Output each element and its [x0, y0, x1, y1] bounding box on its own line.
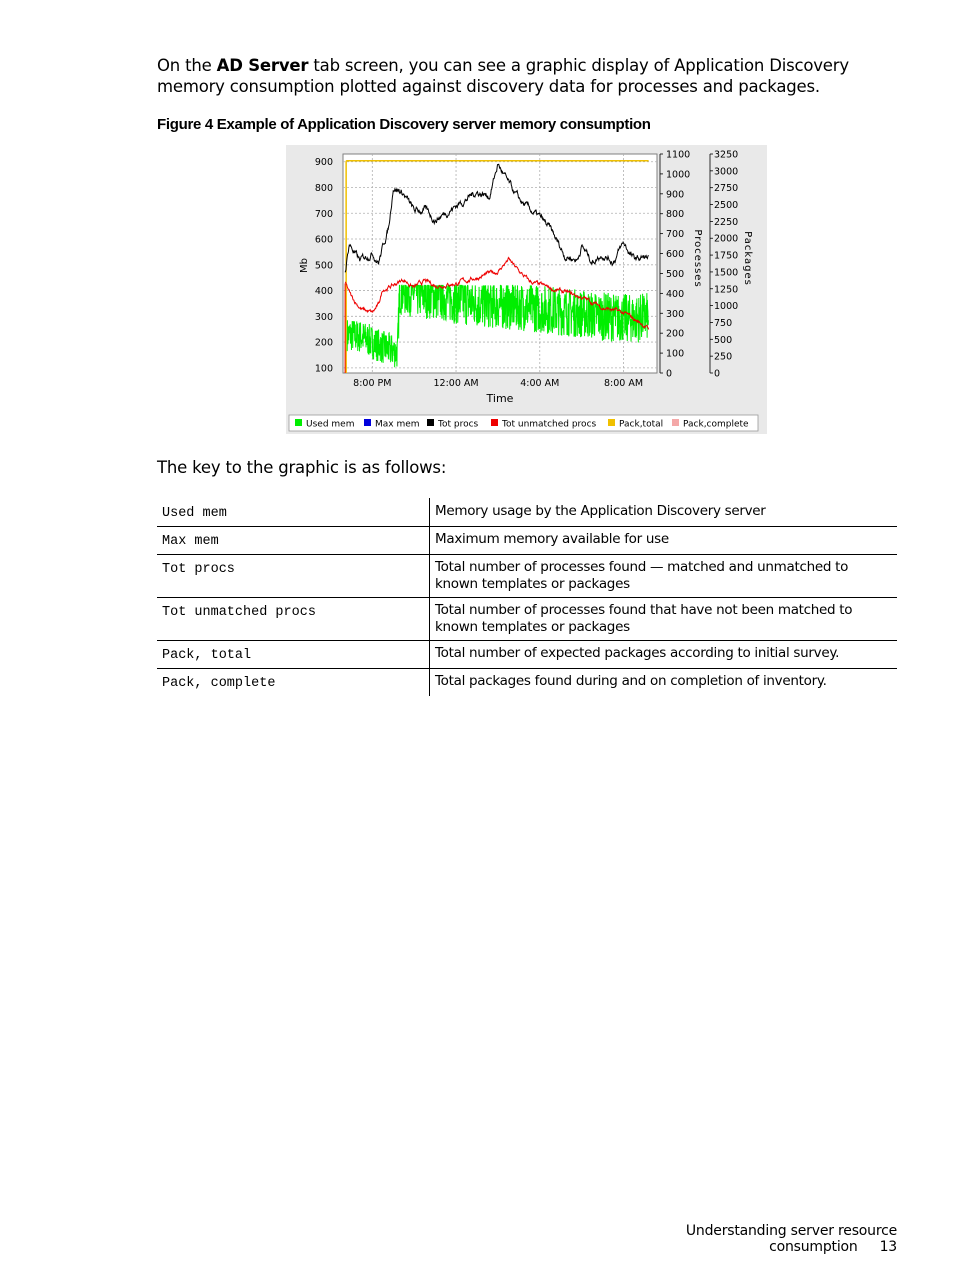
y-tick-label-packages: 0 — [714, 368, 721, 380]
y-tick-label-mb: 900 — [314, 157, 333, 169]
table-row — [157, 498, 897, 527]
x-tick-label: 8:00 AM — [603, 378, 644, 389]
legend-entry-pack-complete: Pack,complete — [683, 419, 749, 430]
memory-chart — [286, 145, 767, 434]
intro-bold-term: AD Server — [216, 56, 309, 75]
table-row — [157, 527, 897, 555]
page-footer — [560, 1223, 897, 1255]
key-description: Total number of processes found that have not been matched to known templates or packages — [430, 598, 898, 641]
x-tick-label: 4:00 AM — [520, 378, 560, 389]
x-axis-label: Time — [486, 392, 514, 405]
y-axis-label-packages: Packages — [742, 231, 753, 286]
y-tick-label-mb: 600 — [314, 234, 333, 246]
y-tick-label-packages: 2000 — [714, 233, 739, 245]
table-row — [157, 598, 897, 641]
key-term: Tot unmatched procs — [157, 598, 430, 641]
key-intro: The key to the graphic is as follows: — [157, 458, 447, 477]
key-description: Maximum memory available for use — [430, 527, 898, 555]
legend-swatch — [427, 419, 434, 426]
legend-entry-tot-unmatched-procs: Tot unmatched procs — [502, 419, 597, 430]
y-tick-label-processes: 400 — [666, 288, 685, 300]
key-description: Total packages found during and on completion of inventory. — [430, 669, 898, 697]
y-tick-label-processes: 800 — [666, 209, 685, 221]
y-tick-label-packages: 500 — [714, 334, 733, 346]
y-tick-label-mb: 500 — [314, 260, 333, 272]
key-term: Used mem — [157, 498, 430, 527]
y-tick-label-processes: 300 — [666, 308, 685, 320]
legend-entry-tot-procs: Tot procs — [438, 419, 479, 430]
intro-text-after: tab screen, you can see a graphic display of Application Discovery memory consumption plotted against discovery data for processes and packages. — [157, 56, 849, 96]
legend-entry-pack-total: Pack,total — [619, 419, 664, 430]
page-number: 13 — [879, 1239, 897, 1255]
legend-entry-max-mem: Max mem — [375, 419, 420, 430]
y-tick-label-packages: 750 — [714, 317, 733, 329]
legend-swatch — [491, 419, 498, 426]
y-tick-label-packages: 1000 — [714, 301, 739, 313]
y-tick-label-packages: 3000 — [714, 166, 739, 178]
table-row — [157, 555, 897, 598]
y-tick-label-packages: 1750 — [714, 250, 739, 262]
y-tick-label-packages: 2500 — [714, 200, 739, 212]
y-tick-label-processes: 0 — [666, 368, 673, 380]
key-term: Tot procs — [157, 555, 430, 598]
y-tick-label-processes: 900 — [666, 189, 685, 201]
y-tick-label-processes: 1000 — [666, 169, 691, 181]
legend-swatch — [672, 419, 679, 426]
y-axis-label-processes: Processes — [692, 229, 703, 288]
y-tick-label-mb: 800 — [314, 182, 333, 194]
y-tick-label-processes: 600 — [666, 249, 685, 261]
key-description: Total number of processes found — matched and unmatched to known templates or packages — [430, 555, 898, 598]
legend-entry-used-mem: Used mem — [306, 419, 355, 430]
y-tick-label-mb: 200 — [314, 337, 333, 349]
y-tick-label-packages: 3250 — [714, 149, 739, 161]
key-description: Memory usage by the Application Discovery server — [430, 498, 898, 527]
key-term: Max mem — [157, 527, 430, 555]
y-tick-label-mb: 100 — [314, 363, 333, 375]
intro-paragraph — [157, 55, 897, 97]
y-tick-label-packages: 250 — [714, 351, 733, 363]
table-row — [157, 641, 897, 669]
y-tick-label-mb: 400 — [314, 286, 333, 298]
y-tick-label-packages: 1500 — [714, 267, 739, 279]
footer-section-title: Understanding server resource consumption — [685, 1223, 897, 1255]
y-tick-label-mb: 700 — [314, 208, 333, 220]
y-tick-label-processes: 200 — [666, 328, 685, 340]
y-tick-label-packages: 2750 — [714, 183, 739, 195]
y-tick-label-packages: 1250 — [714, 284, 739, 296]
y-tick-label-processes: 500 — [666, 268, 685, 280]
key-description: Total number of expected packages according to initial survey. — [430, 641, 898, 669]
legend-swatch — [608, 419, 615, 426]
y-tick-label-packages: 2250 — [714, 216, 739, 228]
x-tick-label: 12:00 AM — [433, 378, 479, 389]
y-tick-label-processes: 1100 — [666, 149, 691, 161]
legend-swatch — [364, 419, 371, 426]
key-table — [157, 498, 897, 696]
legend-swatch — [295, 419, 302, 426]
key-term: Pack, total — [157, 641, 430, 669]
x-tick-label: 8:00 PM — [353, 378, 392, 389]
figure-caption: Figure 4 Example of Application Discovery server memory consumption — [157, 116, 651, 133]
y-axis-label-mb: Mb — [299, 258, 310, 273]
intro-text-before: On the — [157, 56, 217, 75]
key-term: Pack, complete — [162, 676, 276, 691]
table-row — [157, 669, 897, 697]
memory-chart-svg — [286, 145, 767, 434]
y-tick-label-processes: 700 — [666, 229, 685, 241]
y-tick-label-processes: 100 — [666, 348, 685, 360]
y-tick-label-mb: 300 — [314, 311, 333, 323]
